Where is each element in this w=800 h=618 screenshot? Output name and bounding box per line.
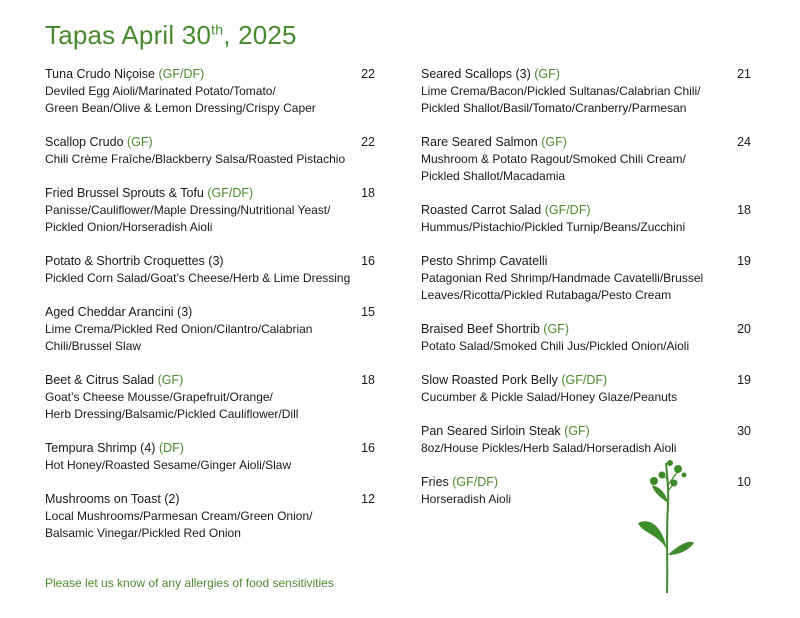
item-name: Scallop Crudo (GF) xyxy=(45,135,153,149)
item-description: Hummus/Pistachio/Pickled Turnip/Beans/Zucchini xyxy=(421,220,686,234)
item-description: Potato Salad/Smoked Chili Jus/Pickled Onion/Aioli xyxy=(421,339,690,353)
item-name: Roasted Carrot Salad (GF/DF) xyxy=(421,203,591,217)
item-name: Tempura Shrimp (4) (DF) xyxy=(45,441,184,455)
menu-item xyxy=(45,185,375,236)
item-price: 22 xyxy=(361,135,375,149)
item-name: Rare Seared Salmon (GF) xyxy=(421,135,567,149)
menu-item xyxy=(45,134,375,168)
item-price: 21 xyxy=(737,67,751,81)
item-description: Deviled Egg Aioli/Marinated Potato/Tomato/ Green Bean/Olive & Lemon Dressing/Crispy Caper xyxy=(45,84,316,115)
menu-item xyxy=(421,423,751,457)
item-name: Fries (GF/DF) xyxy=(421,475,499,489)
item-description: Patagonian Red Shrimp/Handmade Cavatelli/Brussel Leaves/Ricotta/Pickled Rutabaga/Pesto Cream xyxy=(421,271,704,302)
item-description: Horseradish Aioli xyxy=(421,492,512,506)
item-name: Pesto Shrimp Cavatelli xyxy=(421,254,548,268)
item-name: Fried Brussel Sprouts & Tofu (GF/DF) xyxy=(45,186,254,200)
item-name: Aged Cheddar Arancini (3) xyxy=(45,305,193,319)
item-price: 19 xyxy=(737,254,751,268)
menu-column-left xyxy=(45,66,375,559)
menu-item xyxy=(45,491,375,542)
item-description: Lime Crema/Pickled Red Onion/Cilantro/Calabrian Chili/Brussel Slaw xyxy=(45,322,313,353)
item-name: Braised Beef Shortrib (GF) xyxy=(421,322,569,336)
diet-tag: (GF) xyxy=(127,135,153,149)
item-description: Chili Crème Fraîche/Blackberry Salsa/Roasted Pistachio xyxy=(45,152,346,166)
item-price: 16 xyxy=(361,441,375,455)
item-price: 19 xyxy=(737,373,751,387)
item-price: 24 xyxy=(737,135,751,149)
item-price: 18 xyxy=(361,373,375,387)
item-price: 10 xyxy=(737,475,751,489)
menu-item xyxy=(45,304,375,355)
item-price: 18 xyxy=(737,203,751,217)
diet-tag: (DF) xyxy=(158,441,184,455)
diet-tag: (GF) xyxy=(541,135,567,149)
diet-tag: (GF) xyxy=(157,373,184,387)
item-description: Goat’s Cheese Mousse/Grapefruit/Orange/ Herb Dressing/Balsamic/Pickled Cauliflower/Dill xyxy=(45,390,299,421)
diet-tag: (GF/DF) xyxy=(158,67,205,81)
item-name: Mushrooms on Toast (2) xyxy=(45,492,180,506)
menu-item xyxy=(45,253,375,287)
diet-tag: (GF) xyxy=(543,322,569,336)
item-name: Beet & Citrus Salad (GF) xyxy=(45,373,184,387)
item-price: 22 xyxy=(361,67,375,81)
menu-item xyxy=(421,321,751,355)
item-description: Local Mushrooms/Parmesan Cream/Green Onion/ Balsamic Vinegar/Pickled Red Onion xyxy=(45,509,313,540)
menu-title: Tapas April 30th, 2025 xyxy=(45,20,297,50)
item-description: Cucumber & Pickle Salad/Honey Glaze/Peanuts xyxy=(421,390,678,404)
diet-tag: (GF/DF) xyxy=(452,475,499,489)
herb-sprig-icon xyxy=(630,455,710,595)
item-price: 30 xyxy=(737,424,751,438)
menu-item xyxy=(421,134,751,185)
item-name: Tuna Crudo Niçoise (GF/DF) xyxy=(45,67,205,81)
item-description: Pickled Corn Salad/Goat’s Cheese/Herb & Lime Dressing xyxy=(45,271,351,285)
item-name: Pan Seared Sirloin Steak (GF) xyxy=(421,424,590,438)
item-description: Panisse/Cauliflower/Maple Dressing/Nutritional Yeast/ Pickled Onion/Horseradish Aioli xyxy=(45,203,331,234)
item-description: 8oz/House Pickles/Herb Salad/Horseradish Aioli xyxy=(421,441,677,455)
item-price: 18 xyxy=(361,186,375,200)
item-name: Slow Roasted Pork Belly (GF/DF) xyxy=(421,373,608,387)
diet-tag: (GF/DF) xyxy=(544,203,591,217)
diet-tag: (GF) xyxy=(534,67,560,81)
item-name: Potato & Shortrib Croquettes (3) xyxy=(45,254,224,268)
item-description: Mushroom & Potato Ragout/Smoked Chili Cream/ Pickled Shallot/Macadamia xyxy=(421,152,686,183)
diet-tag: (GF) xyxy=(564,424,590,438)
allergy-note: Please let us know of any allergies of food sensitivities xyxy=(45,576,334,590)
menu-item xyxy=(45,372,375,423)
menu-item xyxy=(421,202,751,236)
item-name: Seared Scallops (3) (GF) xyxy=(421,67,560,81)
menu-item xyxy=(421,253,751,304)
item-price: 20 xyxy=(737,322,751,336)
menu-item xyxy=(45,66,375,117)
menu-item xyxy=(421,372,751,406)
diet-tag: (GF/DF) xyxy=(561,373,608,387)
item-description: Lime Crema/Bacon/Pickled Sultanas/Calabrian Chili/ Pickled Shallot/Basil/Tomato/Cranberry/Parmesan xyxy=(421,84,701,115)
item-price: 12 xyxy=(361,492,375,506)
item-description: Hot Honey/Roasted Sesame/Ginger Aioli/Slaw xyxy=(45,458,292,472)
item-price: 15 xyxy=(361,305,375,319)
menu-item xyxy=(45,440,375,474)
menu-item xyxy=(421,66,751,117)
item-price: 16 xyxy=(361,254,375,268)
diet-tag: (GF/DF) xyxy=(207,186,254,200)
